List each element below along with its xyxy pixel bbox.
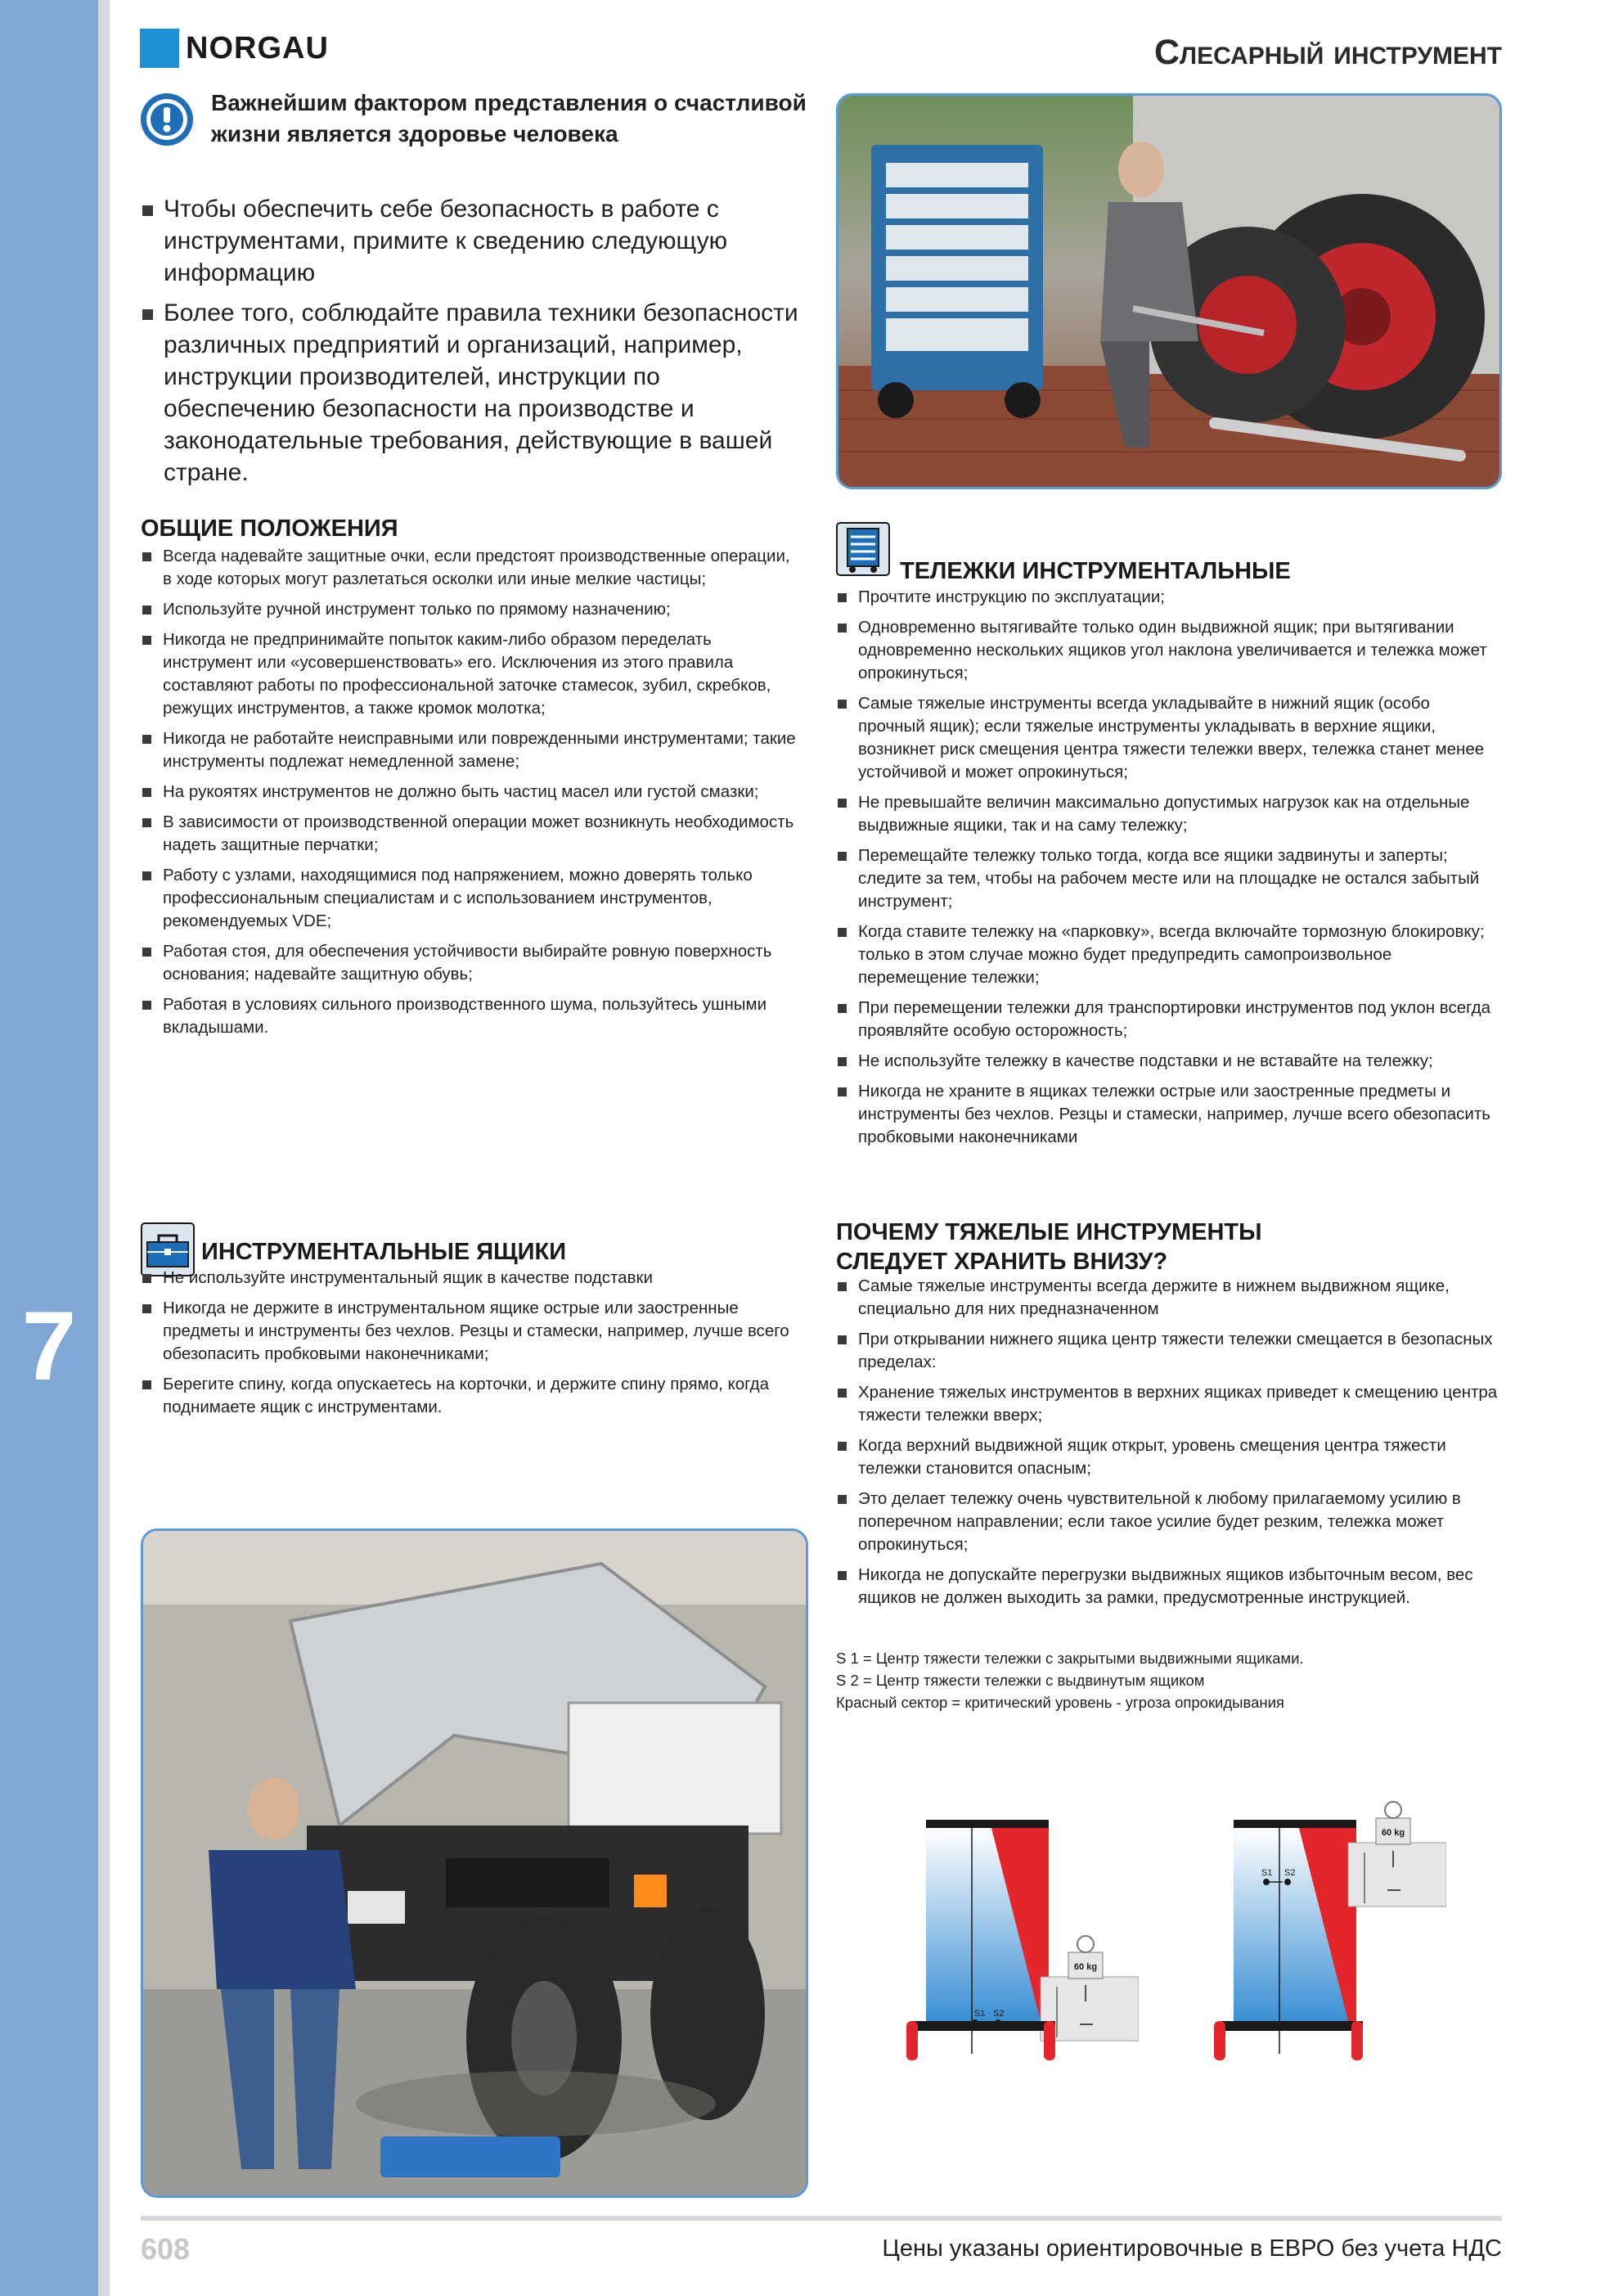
intro-item: Более того, соблюдайте правила техники безопасности различных предприятий и организаций, например, инструкции производителей, инструкции по обеспечению безопасности на производстве и законодательные требования, действующие в вашей стране.: [141, 297, 812, 488]
brand-square-icon: [140, 29, 179, 68]
stability-diagram-high-drawer: [1201, 1784, 1446, 2078]
heavy-heading-line1: ПОЧЕМУ ТЯЖЕЛЫЕ ИНСТРУМЕНТЫ: [836, 1219, 1262, 1245]
list-item: Никогда не храните в ящиках тележки острые или заостренные предметы и инструменты без чехлов. Резцы и стамески, например, лучше всего обезопасить пробковыми наконечниками: [836, 1080, 1499, 1149]
list-item: Берегите спину, когда опускаетесь на корточки, и держите спину прямо, когда поднимаете ящик с инструментами.: [141, 1373, 803, 1419]
caption-red-sector: Красный сектор = критический уровень - угроза опрокидывания: [836, 1694, 1284, 1711]
list-item: Не используйте тележку в качестве подставки и не вставайте на тележку;: [836, 1050, 1499, 1073]
general-list: [141, 545, 803, 1047]
footer-divider: [141, 2216, 1502, 2221]
caption-s2: S 2 = Центр тяжести тележки с выдвинутым ящиком: [836, 1672, 1205, 1689]
brand-logo: [140, 28, 329, 69]
lead-statement: Важнейшим фактором представления о счастливой жизни является здоровье человека: [211, 90, 807, 146]
list-item: Никогда не допускайте перегрузки выдвижных ящиков избыточным весом, вес ящиков не должен выходить за рамки, предусмотренные инструкцией.: [836, 1564, 1499, 1609]
trolleys-heading: ТЕЛЕЖКИ ИНСТРУМЕНТАЛЬНЫЕ: [900, 558, 1291, 584]
stability-diagram-low-drawer: [893, 1784, 1139, 2078]
trolley-photo: [836, 93, 1502, 489]
list-item: Никогда не предпринимайте попыток каким-либо образом переделать инструмент или «усовершенствовать» его. Исключения из этого правила составляют работы по профессиональной заточке стамесок, зубил, скребков, режущих инструментов, а также кромок молотка;: [141, 628, 803, 720]
list-item: При открывании нижнего ящика центр тяжести тележки смещается в безопасных пределах:: [836, 1328, 1499, 1374]
list-item: Прочтите инструкцию по эксплуатации;: [836, 586, 1499, 609]
s2-label: S2: [993, 2009, 1005, 2019]
weight-label: 60 kg: [1073, 1962, 1098, 1972]
weight-label: 60 kg: [1381, 1828, 1405, 1838]
boxes-list: [141, 1267, 803, 1426]
s1-label: S1: [1261, 1868, 1273, 1878]
list-item: Работая стоя, для обеспечения устойчивости выбирайте ровную поверхность основания; надевайте защитную обувь;: [141, 940, 803, 986]
trolleys-list: [836, 586, 1499, 1156]
diagram-captions: [836, 1647, 1474, 1713]
list-item: Когда верхний выдвижной ящик открыт, уровень смещения центра тяжести тележки становится опасным;: [836, 1434, 1499, 1480]
chapter-sidebar: [0, 0, 98, 2296]
general-heading: ОБЩИЕ ПОЛОЖЕНИЯ: [141, 515, 398, 542]
intro-list: [141, 193, 812, 497]
intro-item: Чтобы обеспечить себе безопасность в работе с инструментами, примите к сведению следующую информацию: [141, 193, 812, 289]
chapter-number: 7: [21, 1291, 77, 1401]
list-item: Самые тяжелые инструменты всегда укладывайте в нижний ящик (особо прочный ящик); если тяжелые инструменты укладывать в верхние ящики, возникнет риск смещения центра тяжести тележки вверх, тележка станет менее устойчивой и может опрокинуться;: [836, 692, 1499, 784]
list-item: Самые тяжелые инструменты всегда держите в нижнем выдвижном ящике, специально для них предназначенном: [836, 1275, 1499, 1321]
list-item: Работая в условиях сильного производственного шума, пользуйтесь ушными вкладышами.: [141, 993, 803, 1039]
sidebar-divider: [98, 0, 110, 2296]
list-item: Когда ставите тележку на «парковку», всегда включайте тормозную блокировку; только в этом случае можно будет предупредить самопроизвольное перемещение тележки;: [836, 921, 1499, 989]
heavy-list: [836, 1275, 1499, 1617]
list-item: Перемещайте тележку только тогда, когда все ящики задвинуты и заперты; следите за тем, чтобы на рабочем месте или на площадке не остался забытый инструмент;: [836, 844, 1499, 913]
list-item: Используйте ручной инструмент только по прямому назначению;: [141, 598, 803, 621]
caption-s1: S 1 = Центр тяжести тележки с закрытыми выдвижными ящиками.: [836, 1650, 1304, 1667]
list-item: Не превышайте величин максимально допустимых нагрузок как на отдельные выдвижные ящики, так и на саму тележку;: [836, 791, 1499, 837]
list-item: Это делает тележку очень чувствительной к любому прилагаемому усилию в поперечном направлении; если такое усилие будет резким, тележка может опрокинуться;: [836, 1488, 1499, 1556]
footer-note: Цены указаны ориентировочные в ЕВРО без учета НДС: [882, 2235, 1502, 2262]
heavy-heading: [836, 1218, 1262, 1276]
list-item: Работу с узлами, находящимися под напряжением, можно доверять только профессиональным специалистам и с использованием инструментов, рекомендуемых VDE;: [141, 864, 803, 933]
list-item: При перемещении тележки для транспортировки инструментов под уклон всегда проявляйте особую осторожность;: [836, 997, 1499, 1042]
boxes-heading: ИНСТРУМЕНТАЛЬНЫЕ ЯЩИКИ: [201, 1239, 567, 1265]
s1-label: S1: [974, 2009, 986, 2019]
warning-icon: [139, 92, 195, 147]
tool-trolley-icon: [836, 522, 890, 576]
list-item: Никогда не держите в инструментальном ящике острые или заостренные предметы и инструменты без чехлов. Резцы и стамески, например, лучше всего обезопасить пробковыми наконечниками;: [141, 1297, 803, 1366]
truck-repair-photo: [141, 1528, 808, 2198]
list-item: Никогда не работайте неисправными или поврежденными инструментами; такие инструменты подлежат немедленной замене;: [141, 727, 803, 773]
page-number: 608: [141, 2232, 191, 2266]
list-item: Не используйте инструментальный ящик в качестве подставки: [141, 1267, 803, 1290]
list-item: Всегда надевайте защитные очки, если предстоят производственные операции, в ходе которых могут разлетаться осколки или иные мелкие частицы;: [141, 545, 803, 591]
list-item: Одновременно вытягивайте только один выдвижной ящик; при вытягивании одновременно нескольких ящиков угол наклона увеличивается и тележка может опрокинуться;: [836, 616, 1499, 685]
list-item: На рукоятях инструментов не должно быть частиц масел или густой смазки;: [141, 781, 803, 804]
brand-name: NORGAU: [186, 30, 329, 65]
s2-label: S2: [1284, 1868, 1296, 1878]
list-item: В зависимости от производственной операции может возникнуть необходимость надеть защитные перчатки;: [141, 811, 803, 857]
section-title: Слесарный инструмент: [1154, 33, 1502, 72]
list-item: Хранение тяжелых инструментов в верхних ящиках приведет к смещению центра тяжести тележки вверх;: [836, 1381, 1499, 1427]
heavy-heading-line2: СЛЕДУЕТ ХРАНИТЬ ВНИЗУ?: [836, 1249, 1168, 1275]
